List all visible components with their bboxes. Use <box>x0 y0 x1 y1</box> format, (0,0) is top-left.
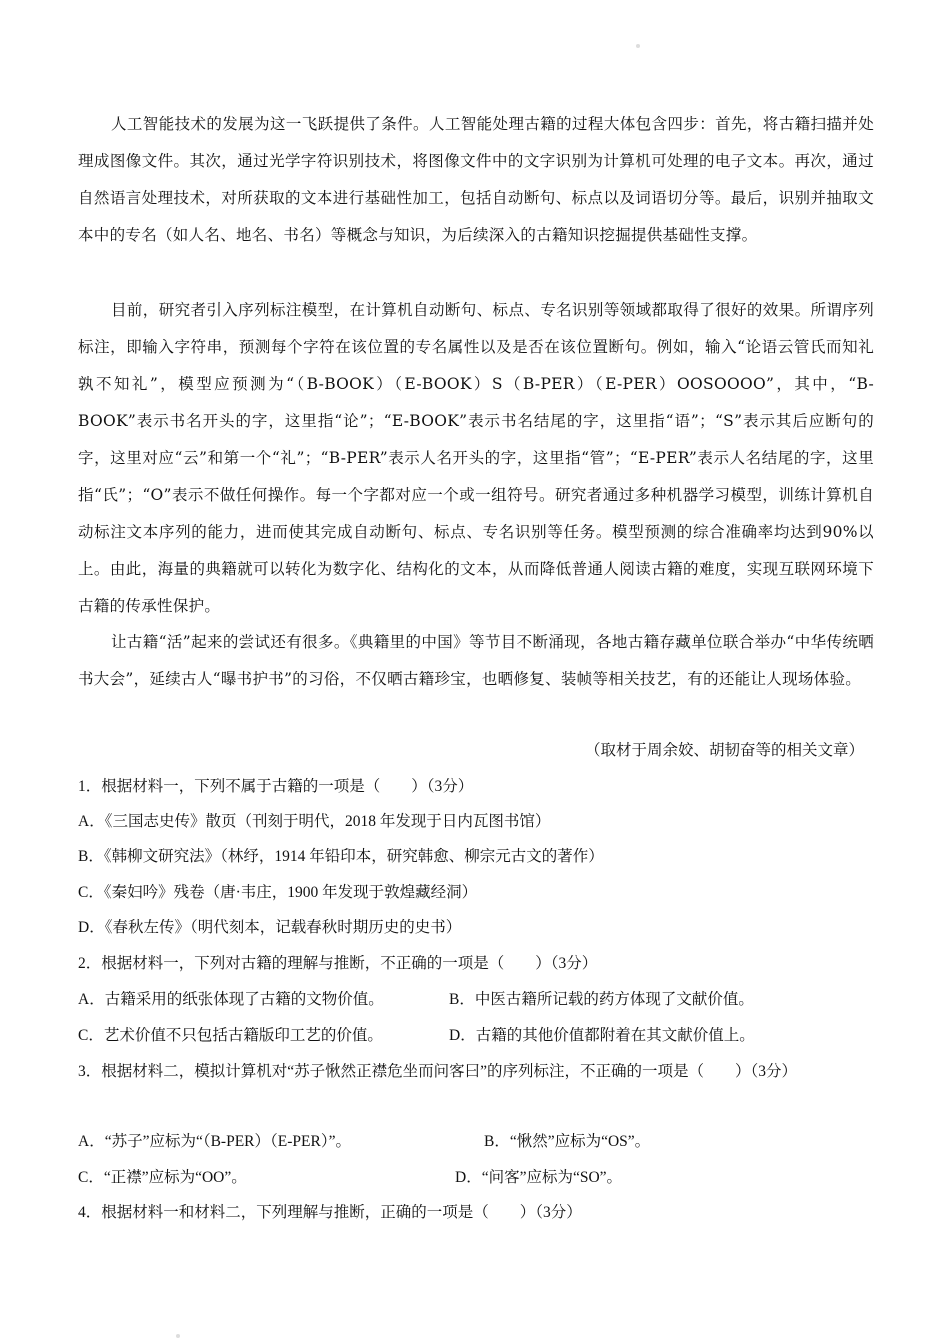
question-2-option-d: D．古籍的其他价值都附着在其文献价值上。 <box>449 1027 755 1044</box>
passage-paragraph-2: 目前，研究者引入序列标注模型，在计算机自动断句、标点、专名识别等领域都取得了很好的效果。所谓序列标注，即输入字符串，预测每个字符在该位置的专名属性以及是否在该位置断句。例如，输入“论语云管氏而知礼孰不知礼”，模型应预测为“（B-BOOK）（E-BOOK）S（B-PER）（E-PER）OOSOOOO”，其中，“B-BOOK”表示书名开头的字，这里指“论”；“E-BOOK”表示书名结尾的字，这里指“语”；“S”表示其后应断句的字，这里对应“云”和第一个“礼”；“B-PER”表示人名开头的字，这里指“管”；“E-PER”表示人名结尾的字，这里指“氏”；“O”表示不做任何操作。每一个字都对应一个或一组符号。研究者通过多种机器学习模型，训练计算机自动标注文本序列的能力，进而使其完成自动断句、标点、专名识别等任务。模型预测的综合准确率均达到90%以上。由此，海量的典籍就可以转化为数字化、结构化的文本，从而降低普通人阅读古籍的难度，实现互联网环境下古籍的传承性保护。 <box>78 301 874 615</box>
question-1-stem: 1．根据材料一，下列不属于古籍的一项是（ ）（3分） <box>78 778 474 795</box>
scan-speck <box>636 44 640 48</box>
question-2-option-a: A．古籍采用的纸张体现了古籍的文物价值。 <box>78 991 384 1008</box>
passage-paragraph-1: 人工智能技术的发展为这一飞跃提供了条件。人工智能处理古籍的过程大体包含四步：首先，将古籍扫描并处理成图像文件。其次，通过光学字符识别技术，将图像文件中的文字识别为计算机可处理的电子文本。再次，通过自然语言处理技术，对所获取的文本进行基础性加工，包括自动断句、标点以及词语切分等。最后，识别并抽取文本中的专名（如人名、地名、书名）等概念与知识，为后续深入的古籍知识挖掘提供基础性支撑。 <box>78 115 874 244</box>
question-3-option-d: D．“问客”应标为“SO”。 <box>455 1169 623 1186</box>
question-1-option-c: C．《秦妇吟》残卷（唐·韦庄，1900 年发现于敦煌藏经洞） <box>78 884 478 901</box>
question-1-option-b: B．《韩柳文研究法》（林纾，1914 年铅印本，研究韩愈、柳宗元古文的著作） <box>78 848 604 865</box>
question-2-option-b: B．中医古籍所记载的药方体现了文献价值。 <box>449 991 754 1008</box>
scan-speck <box>176 1334 180 1338</box>
question-4-stem: 4．根据材料一和材料二，下列理解与推断，正确的一项是（ ）（3分） <box>78 1204 582 1221</box>
question-1-option-a: A．《三国志史传》散页（刊刻于明代，2018 年发现于日内瓦图书馆） <box>78 813 551 830</box>
source-citation: （取材于周余姣、胡韧奋等的相关文章） <box>584 741 864 759</box>
question-1-option-d: D．《春秋左传》（明代刻本，记载春秋时期历史的史书） <box>78 919 462 936</box>
passage-paragraph-3: 让古籍“活”起来的尝试还有很多。《典籍里的中国》等节目不断涌现，各地古籍存藏单位联合举办“中华传统晒书大会”，延续古人“曝书护书”的习俗，不仅晒古籍珍宝，也晒修复、装帧等相关技艺，有的还能让人现场体验。 <box>78 633 874 688</box>
question-3-option-b: B．“愀然”应标为“OS”。 <box>484 1133 651 1150</box>
question-2-option-c: C．艺术价值不只包括古籍版印工艺的价值。 <box>78 1027 383 1044</box>
question-3-option-a: A．“苏子”应标为“（B-PER）（E-PER）”。 <box>78 1133 351 1150</box>
question-3-option-c: C．“正襟”应标为“OO”。 <box>78 1169 247 1186</box>
question-3-stem: 3．根据材料二，模拟计算机对“苏子愀然正襟危坐而问客曰”的序列标注，不正确的一项是（ ）（3分） <box>78 1063 798 1080</box>
question-2-stem: 2．根据材料一，下列对古籍的理解与推断，不正确的一项是（ ）（3分） <box>78 955 598 972</box>
